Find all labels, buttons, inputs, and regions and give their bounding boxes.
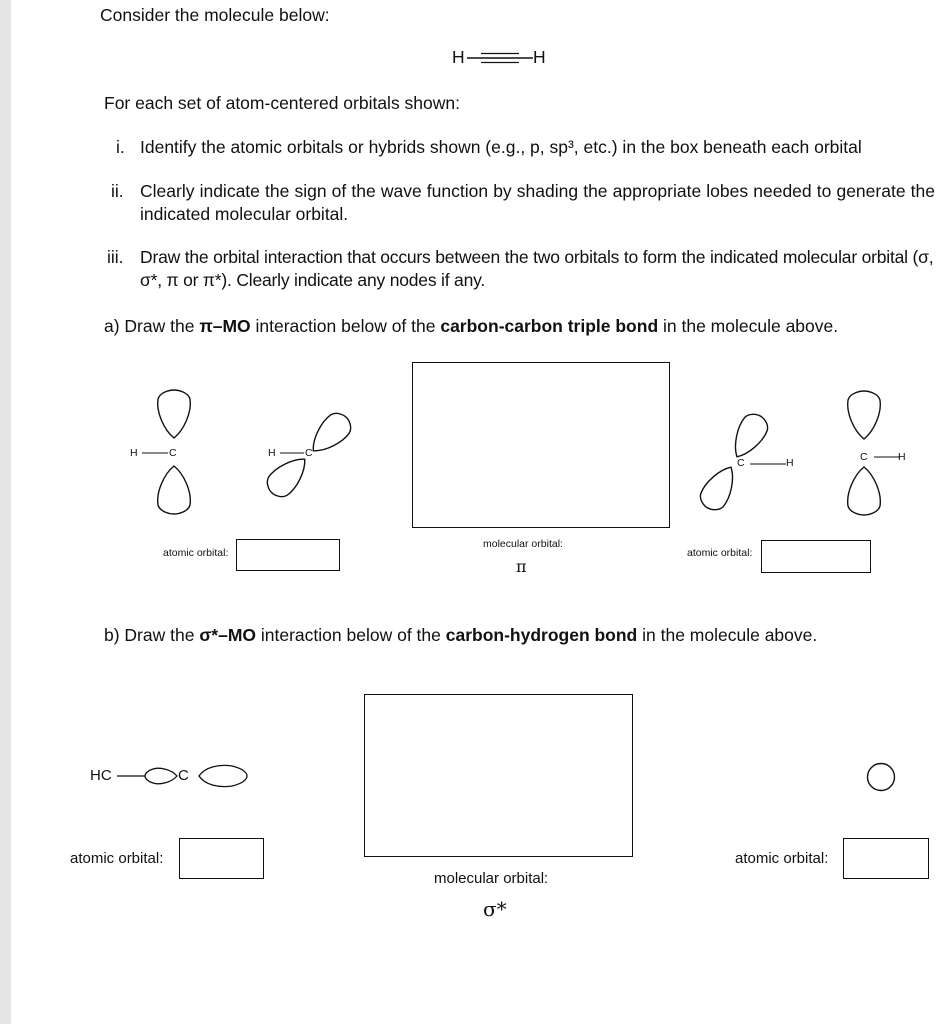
item-ii-numeral: ii. xyxy=(111,181,124,201)
frag-a1-h: H xyxy=(130,447,138,459)
part-b-right-ao-box[interactable] xyxy=(843,838,929,879)
s-orbital xyxy=(866,762,898,794)
part-b-right-ao-label: atomic orbital: xyxy=(735,850,829,867)
item-ii-text: Clearly indicate the sign of the wave function by shading the appropriate lobes needed to generate the indicated molecular orbital. xyxy=(140,181,935,224)
item-i-text: Identify the atomic orbitals or hybrids shown (e.g., p, sp³, etc.) in the box beneath each orbital xyxy=(140,137,862,157)
part-b-mo-label: molecular orbital: xyxy=(434,870,549,887)
frag-b-c: C xyxy=(178,767,189,784)
part-a-left-ao-label: atomic orbital: xyxy=(163,547,229,559)
part-a-mo-label: molecular orbital: xyxy=(483,538,563,550)
p-orbital-left-2 xyxy=(260,398,370,513)
part-a-mo-symbol: π xyxy=(516,557,527,576)
instructions-lead: For each set of atom-centered orbitals shown: xyxy=(104,93,461,113)
p-orbital-right-1 xyxy=(690,400,800,525)
part-a-right-ao-box[interactable] xyxy=(761,540,871,573)
part-b-molecular-orbital-box[interactable] xyxy=(364,694,633,857)
frag-a1-c: C xyxy=(169,447,177,459)
sp-hybrid-orbital xyxy=(117,760,252,792)
frag-b-hc: HC xyxy=(90,767,112,784)
frag-a2-h: H xyxy=(268,447,276,459)
frag-a2-c: C xyxy=(305,447,313,459)
part-a-left-ao-box[interactable] xyxy=(236,539,340,571)
part-a-right-ao-label: atomic orbital: xyxy=(687,547,753,559)
molecule-h-left: H xyxy=(452,47,465,67)
part-b-left-ao-label: atomic orbital: xyxy=(70,850,164,867)
frag-a4-c: C xyxy=(860,451,868,463)
triple-bond-icon xyxy=(467,50,533,66)
frag-a3-c: C xyxy=(737,457,745,469)
p-orbital-right-2 xyxy=(830,391,920,526)
page-edge-shadow xyxy=(0,0,11,1024)
frag-a4-h: H xyxy=(898,451,906,463)
item-iii-numeral: iii. xyxy=(107,247,124,267)
item-iii-text: Draw the orbital interaction that occurs between the two orbitals to form the indicated molecular orbital (σ, σ*, π or π*). Clearly indicate any nodes if any. xyxy=(140,247,934,290)
part-b-heading: b) Draw the σ*–MO interaction below of the carbon-hydrogen bond in the molecule above. xyxy=(104,625,818,645)
molecule-h-right: H xyxy=(533,47,546,67)
part-b-mo-symbol: σ* xyxy=(483,897,507,921)
part-a-heading: a) Draw the π–MO interaction below of the carbon-carbon triple bond in the molecule above. xyxy=(104,316,839,336)
item-i-numeral: i. xyxy=(116,137,125,157)
frag-a3-h: H xyxy=(786,457,794,469)
intro-text: Consider the molecule below: xyxy=(100,5,330,25)
part-a-molecular-orbital-box[interactable] xyxy=(412,362,670,528)
part-b-left-ao-box[interactable] xyxy=(179,838,264,879)
